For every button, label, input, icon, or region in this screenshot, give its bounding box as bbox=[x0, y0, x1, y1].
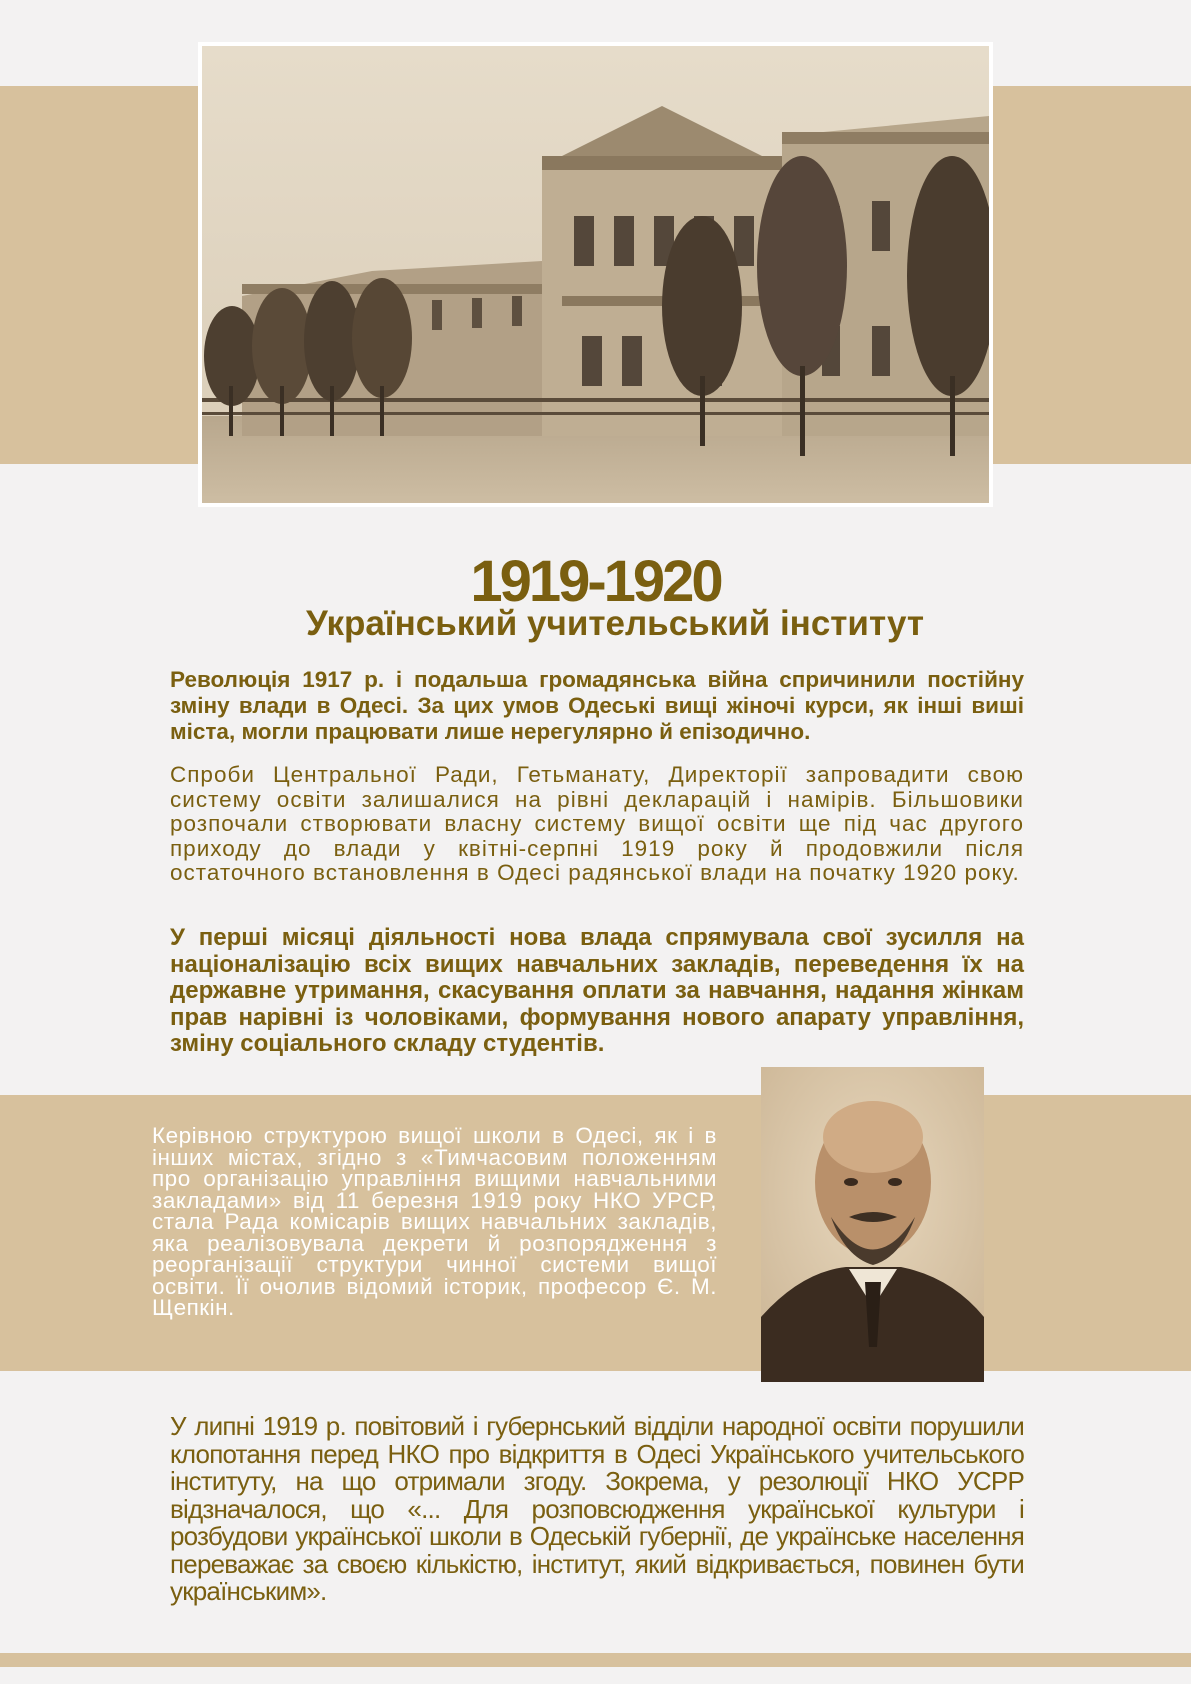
historic-building-photo bbox=[198, 42, 993, 507]
bottom-color-band bbox=[0, 1653, 1191, 1667]
institute-title: Український учительський інститут bbox=[306, 604, 924, 643]
portrait-photo bbox=[761, 1067, 984, 1382]
period-heading: 1919-1920 bbox=[470, 549, 721, 614]
paragraph-institute-opening: У липні 1919 р. повітовий і губернський відділи народної освіти порушили клопотання перед НКО про відкриття в Одесі Українського учительського інституту, на що отримали згоду. Зокрема, у резолюції НКО УСРР відзначалося, що «... Для розповсюдження української культури і розбудови української школи в Одеській губернії, де українське населення переважає за своєю кількістю, інститут, який відкривається, повинен бути українським». bbox=[170, 1411, 1024, 1606]
paragraph-education-attempts: Спроби Центральної Ради, Гетьманату, Директорії запровадити свою систему освіти залишалися на рівні декларацій і намірів. Більшовики розпочали створювати власну систему вищої освіти ще під час другого приходу до влади у квітні-серпні 1919 року й продовжили після остаточного встановлення в Одесі радянської влади на початку 1920 року. bbox=[170, 762, 1024, 885]
paragraph-council-of-commissars: Керівною структурою вищої школи в Одесі, як і в інших містах, згідно з «Тимчасовим положенням про організацію управління вищими навчальними закладами» від 11 березня 1919 року НКО УРСР, стала Рада комісарів вищих навчальних закладів, яка реалізовувала декрети й розпорядження з реорганізації структури чинної системи вищої освіти. Її очолив відомий історик, професор Є. М. Щепкін. bbox=[152, 1123, 717, 1320]
paragraph-revolution: Революція 1917 р. і подальша громадянська війна спричинили постійну зміну влади в Одесі. За цих умов Одеські вищі жіночі курси, як інші виші міста, могли працювати лише нерегулярно й епізодично. bbox=[170, 667, 1024, 744]
paragraph-new-authority: У перші місяці діяльності нова влада спрямувала свої зусилля на націоналізацію всіх вищих навчальних закладів, переведення їх на державне утримання, скасування оплати за навчання, надання жінкам прав нарівні із чоловіками, формування нового апарату управління, зміну соціального складу студентів. bbox=[170, 924, 1024, 1057]
